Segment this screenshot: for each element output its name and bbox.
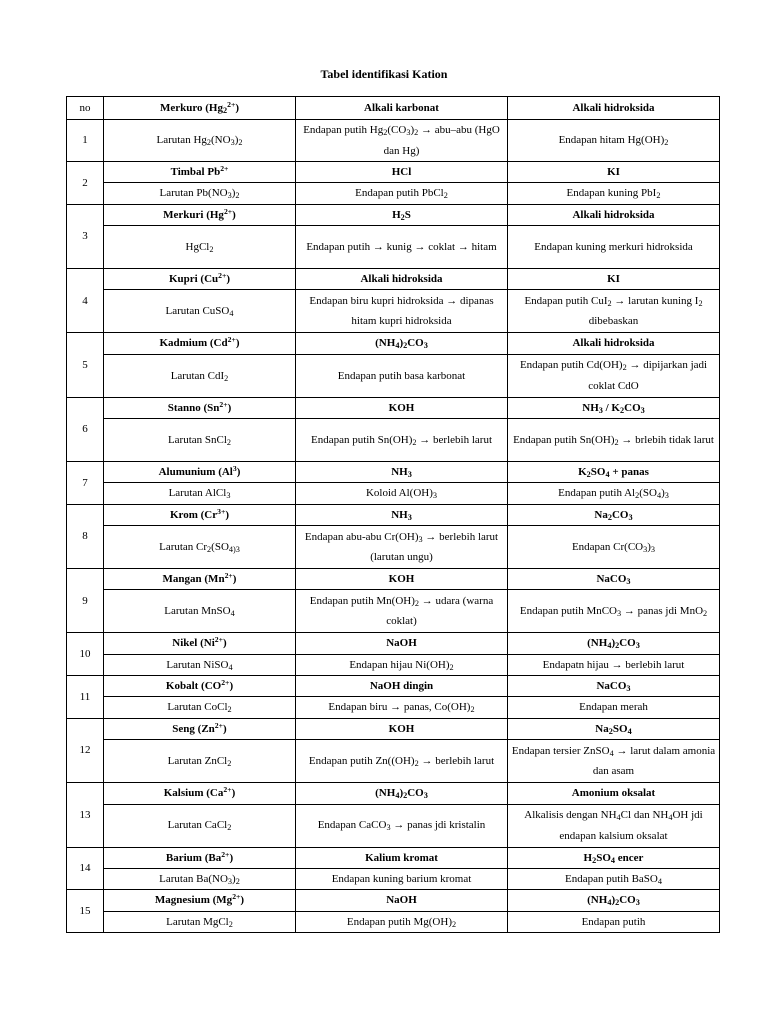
reagent-name: $NH_3$: [296, 462, 508, 483]
table-cell: Endapan putih BaSO$_4$: [508, 868, 720, 889]
row-number: 2: [67, 162, 104, 205]
column-header: Merkuro $(Hg_2^{2+})$: [104, 97, 296, 120]
table-row: [67, 804, 720, 847]
reagent-name: Alkali hidroksida: [296, 269, 508, 290]
cation-heading-row: [67, 847, 720, 868]
table-cell: Endapan biru → panas, $Co(OH)_2$: [296, 697, 508, 718]
row-number: 1: [67, 120, 104, 162]
table-cell: Endapan putih basa karbonat: [296, 354, 508, 397]
table-row: [67, 483, 720, 504]
cation-heading-row: [67, 397, 720, 418]
cation-heading-row: [67, 504, 720, 525]
table-cell: Larutan CdI$_2$: [104, 354, 296, 397]
reagent-name: $(NH_4)_2CO_3$: [508, 890, 720, 911]
row-number: 8: [67, 504, 104, 568]
cation-name: Nikel $(Ni^{2+})$: [104, 633, 296, 654]
reagent-name: NaCO$_3$: [508, 569, 720, 590]
cation-name: Mangan $(Mn^{2+})$: [104, 569, 296, 590]
table-row: [67, 740, 720, 783]
table-cell: Larutan CaCl$_2$: [104, 804, 296, 847]
table-cell: Endapan putih $Al_2(SO_4)_3$: [508, 483, 720, 504]
cation-name: Magnesium $(Mg^{2+})$: [104, 890, 296, 911]
table-header-row: [67, 97, 720, 120]
table-row: [67, 226, 720, 269]
table-cell: Endapan putih $Cd(OH)_2$ → dipijarkan jadi coklat CdO: [508, 354, 720, 397]
cation-name: Kobalt $(CO^{2+})$: [104, 676, 296, 697]
cation-heading-row: [67, 890, 720, 911]
cation-heading-row: [67, 333, 720, 354]
table-cell: Endapan kuning PbI$_2$: [508, 183, 720, 204]
table-cell: Larutan $Pb(NO_3)_2$: [104, 183, 296, 204]
cation-name: Barium $(Ba^{2+})$: [104, 847, 296, 868]
reagent-name: Alkali hidroksida: [508, 204, 720, 225]
reagent-name: NaOH dingin: [296, 676, 508, 697]
table-cell: Larutan $Ba(NO_3)_2$: [104, 868, 296, 889]
table-cell: Endapan putih $Hg_2(CO_3)_2 \to abu-abu$ (HgO dan Hg): [296, 120, 508, 162]
table-cell: Endapan putih CuI$_2$ → larutan kuning $I_2$ dibebaskan: [508, 290, 720, 333]
table-cell: Endapan kuning merkuri hidroksida: [508, 226, 720, 269]
row-number: 15: [67, 890, 104, 933]
table-cell: Larutan MgCl$_2$: [104, 911, 296, 932]
reagent-name: KOH: [296, 718, 508, 739]
reagent-name: $(NH_4)_2CO_3$: [296, 333, 508, 354]
table-cell: Larutan NiSO$_4$: [104, 654, 296, 675]
table-cell: Endapan putih $Sn(OH)_2$ → brlebih tidak larut: [508, 419, 720, 462]
table-cell: Koloid $Al(OH)_3$: [296, 483, 508, 504]
table-cell: Endapan hitam $Hg(OH)_2$: [508, 120, 720, 162]
table-cell: Endapan abu-abu $Cr(OH)_3$ → berlebih larut (larutan ungu): [296, 526, 508, 569]
reagent-name: $K_2SO_4$ + panas: [508, 462, 720, 483]
table-cell: Endapan putih $Mg(OH)_2$: [296, 911, 508, 932]
row-number: 13: [67, 783, 104, 847]
reagent-name: $NH_3 / K_2CO_3$: [508, 397, 720, 418]
table-cell: Alkalisis dengan $NH_4Cl$ dan $NH_4OH$ jdi endapan kalsium oksalat: [508, 804, 720, 847]
table-row: [67, 911, 720, 932]
cation-name: Stanno $(Sn^{2+})$: [104, 397, 296, 418]
table-cell: Larutan CuSO$_4$: [104, 290, 296, 333]
table-row: [67, 654, 720, 675]
table-cell: Endapan putih MnCO$_3$ → panas jdi MnO$_2$: [508, 590, 720, 633]
reagent-name: Amonium oksalat: [508, 783, 720, 804]
column-header: Alkali hidroksida: [508, 97, 720, 120]
table-cell: Larutan $Cr_2(SO_{4)3}$: [104, 526, 296, 569]
table-cell: Endapan kuning barium kromat: [296, 868, 508, 889]
reagent-name: NaOH: [296, 890, 508, 911]
table-cell: Endapan putih $Zn((OH)_2$ → berlebih larut: [296, 740, 508, 783]
row-number: 11: [67, 676, 104, 719]
table-cell: Larutan CoCl$_2$: [104, 697, 296, 718]
table-cell: Endapan putih: [508, 911, 720, 932]
row-number: 3: [67, 204, 104, 268]
reagent-name: NaOH: [296, 633, 508, 654]
table-cell: Endapan CaCO$_3$ → panas jdi kristalin: [296, 804, 508, 847]
table-row: [67, 697, 720, 718]
table-cell: Endapan putih $Mn(OH)_2$ → udara (warna coklat): [296, 590, 508, 633]
row-number: 6: [67, 397, 104, 461]
cation-name: Kupri $(Cu^{2+})$: [104, 269, 296, 290]
row-number: 12: [67, 718, 104, 782]
table-cell: Larutan $Hg_2(NO_3)_2$: [104, 120, 296, 162]
cation-heading-row: [67, 569, 720, 590]
table-cell: Endapan putih PbCl$_2$: [296, 183, 508, 204]
cation-heading-row: [67, 783, 720, 804]
cation-name: Timbal $Pb^{2+}$: [104, 162, 296, 183]
table-row: [67, 868, 720, 889]
column-header: Alkali karbonat: [296, 97, 508, 120]
row-number: 14: [67, 847, 104, 890]
table-cell: HgCl$_2$: [104, 226, 296, 269]
table-row: [67, 120, 720, 162]
cation-name: Kalsium $(Ca^{2+})$: [104, 783, 296, 804]
table-cell: Larutan AlCl$_3$: [104, 483, 296, 504]
reagent-name: $Na_2CO_3$: [508, 504, 720, 525]
table-row: [67, 290, 720, 333]
cation-heading-row: [67, 676, 720, 697]
cation-heading-row: [67, 204, 720, 225]
reagent-name: NaCO$_3$: [508, 676, 720, 697]
table-cell: Endapan putih $Sn(OH)_2$ → berlebih larut: [296, 419, 508, 462]
cation-heading-row: [67, 462, 720, 483]
reagent-name: $H_2SO_4$ encer: [508, 847, 720, 868]
table-cell: Endapan $Cr(CO_3)_3$: [508, 526, 720, 569]
cation-identification-table: [66, 96, 720, 933]
table-cell: Larutan SnCl$_2$: [104, 419, 296, 462]
reagent-name: Kalium kromat: [296, 847, 508, 868]
reagent-name: KOH: [296, 397, 508, 418]
cation-name: Kadmium $(Cd^{2+})$: [104, 333, 296, 354]
cation-heading-row: [67, 633, 720, 654]
page-title: Tabel identifikasi Kation: [320, 67, 448, 81]
table-row: [67, 590, 720, 633]
reagent-name: HCl: [296, 162, 508, 183]
cation-heading-row: [67, 718, 720, 739]
column-header-no: no: [67, 97, 104, 120]
reagent-name: $H_2S$: [296, 204, 508, 225]
reagent-name: $(NH_4)_2CO_3$: [508, 633, 720, 654]
cation-name: Seng $(Zn^{2+})$: [104, 718, 296, 739]
row-number: 4: [67, 269, 104, 333]
cation-name: Merkuri $(Hg^{2+})$: [104, 204, 296, 225]
reagent-name: KI: [508, 269, 720, 290]
cation-heading-row: [67, 269, 720, 290]
cation-heading-row: [67, 162, 720, 183]
cation-name: Alumunium (Al$^3$): [104, 462, 296, 483]
reagent-name: KI: [508, 162, 720, 183]
reagent-name: KOH: [296, 569, 508, 590]
row-number: 7: [67, 462, 104, 505]
table-cell: Endapan biru kupri hidroksida → dipanas hitam kupri hidroksida: [296, 290, 508, 333]
table-row: [67, 419, 720, 462]
reagent-name: $Na_2SO_4$: [508, 718, 720, 739]
table-body: [67, 97, 720, 933]
table-row: [67, 183, 720, 204]
reagent-name: $(NH_4)_2CO_3$: [296, 783, 508, 804]
table-cell: Endapatn hijau → berlebih larut: [508, 654, 720, 675]
table-cell: Endapan putih → kunig → coklat → hitam: [296, 226, 508, 269]
table-cell: Larutan ZnCl$_2$: [104, 740, 296, 783]
row-number: 10: [67, 633, 104, 676]
row-number: 9: [67, 569, 104, 633]
cation-name: Krom $(Cr^{3+})$: [104, 504, 296, 525]
table-cell: Endapan tersier ZnSO$_4$ → larut dalam amonia dan asam: [508, 740, 720, 783]
table-cell: Larutan MnSO$_4$: [104, 590, 296, 633]
reagent-name: Alkali hidroksida: [508, 333, 720, 354]
table-cell: Endapan merah: [508, 697, 720, 718]
table-row: [67, 354, 720, 397]
table-cell: Endapan hijau $Ni(OH)_2$: [296, 654, 508, 675]
row-number: 5: [67, 333, 104, 397]
reagent-name: $NH_3$: [296, 504, 508, 525]
table-row: [67, 526, 720, 569]
